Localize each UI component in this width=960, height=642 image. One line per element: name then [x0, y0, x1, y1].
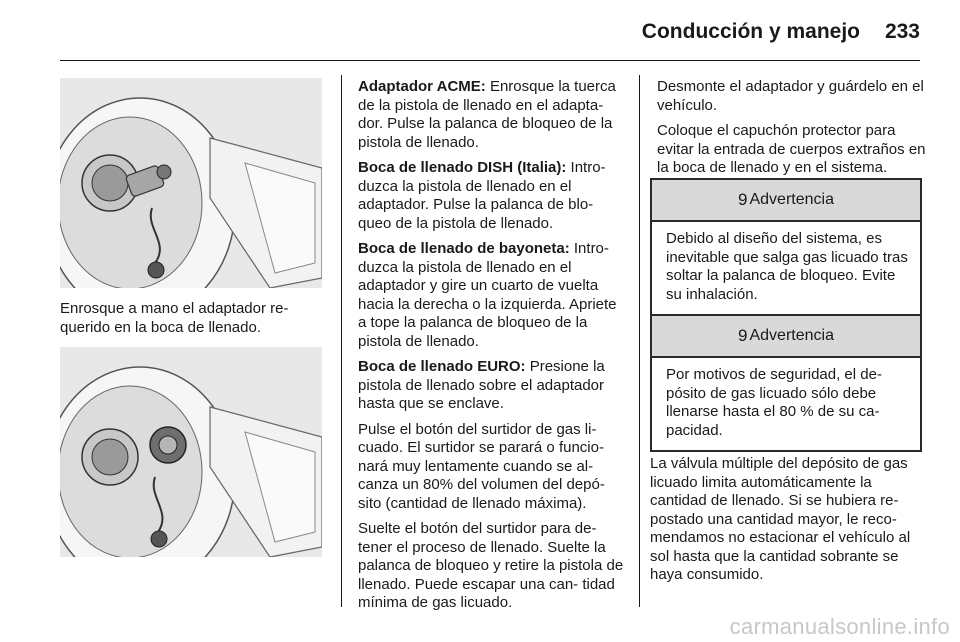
paragraph-remove-adapter: Desmonte el adaptador y guárdelo en el vehículo. — [657, 78, 924, 114]
paragraph — [358, 358, 626, 414]
warning-triangle-icon: 9 — [738, 326, 748, 345]
fuel-door-illustration-1 — [60, 78, 322, 288]
warning-title: Advertencia — [749, 191, 834, 208]
warning-box-2 — [650, 314, 922, 452]
warning-text: Por motivos de seguridad, el de- pósito de gas licuado sólo debe llenarse hasta el 80 % de su ca- pacidad. — [666, 366, 882, 439]
fuel-door-cap-open-illustration — [60, 78, 322, 288]
paragraph-protective-cap: Coloque el capuchón protector para evitar la entrada de cuerpos extraños en la boca de llenado y en el sistema. — [657, 122, 926, 176]
header-rule — [60, 60, 920, 61]
warning-header — [652, 180, 920, 222]
paragraph-text: Presione la pistola de llenado sobre el adaptador hasta que se enclave. — [358, 358, 605, 412]
warning-triangle-icon: 9 — [738, 190, 748, 209]
fuel-door-adapter-illustration — [60, 347, 322, 557]
paragraph — [358, 520, 626, 613]
paragraph-multivalve: La válvula múltiple del depósito de gas licuado limita automáticamente la cantidad de llenado. Si se hubiera re- postado una cantidad mayor, le reco- mendamos no estacionar el vehículo al sol hasta que la cantidad sobrante se haya consumido. — [650, 455, 911, 583]
page-number: 233 — [884, 20, 920, 43]
paragraph — [358, 240, 626, 351]
column-divider-1 — [341, 75, 342, 607]
fuel-door-illustration-2 — [60, 347, 322, 557]
paragraph-label: Boca de llenado EURO: — [358, 358, 526, 375]
paragraph-text: Pulse el botón del surtidor de gas li- cuado. El surtidor se parará o funcio- nará muy lentamente cuando se al- canza un 80% del volumen del depó- sito (cantidad de llenado máxima). — [358, 420, 605, 512]
paragraph-label: Boca de llenado DISH (Italia): — [358, 159, 567, 176]
column1-caption: Enrosque a mano el adaptador re- querido en la boca de llenado. — [60, 300, 289, 336]
column-divider-2 — [639, 75, 640, 607]
column3-intro — [657, 78, 927, 185]
paragraph — [358, 159, 626, 233]
warning-box-1 — [650, 178, 922, 316]
paragraph-label: Adaptador ACME: — [358, 78, 486, 95]
paragraph-text: Intro- duzca la pistola de llenado en el adaptador y gire un cuarto de vuelta hacia la derecha o la izquierda. Apriete a tope la palanca de bloqueo de la pistola de llenado. — [358, 240, 617, 350]
section-title: Conducción y manejo — [641, 20, 860, 43]
paragraph-label: Boca de llenado de bayoneta: — [358, 240, 570, 257]
column2-text — [358, 78, 626, 620]
paragraph — [358, 421, 626, 514]
warning-text: Debido al diseño del sistema, es inevitable que salga gas licuado tras soltar la palanca de bloqueo. Evite su inhalación. — [666, 230, 908, 303]
watermark: carmanualsonline.info — [729, 614, 950, 639]
paragraph-text: Enrosque la tuerca de la pistola de llenado en el adapta- dor. Pulse la palanca de bloqueo de la pistola de llenado. — [358, 78, 616, 151]
paragraph-text: Suelte el botón del surtidor para de- tener el proceso de llenado. Suelte la palanca de bloqueo y retire la pistola de llenado. Puede escapar una can- tidad mínima de gas licuado. — [358, 520, 624, 611]
paragraph — [358, 78, 626, 152]
paragraph-text: Intro- duzca la pistola de llenado en el adaptador. Pulse la palanca de blo- queo de la pistola de llenado. — [358, 159, 606, 232]
warning-title: Advertencia — [749, 327, 834, 344]
warning-header — [652, 316, 920, 358]
